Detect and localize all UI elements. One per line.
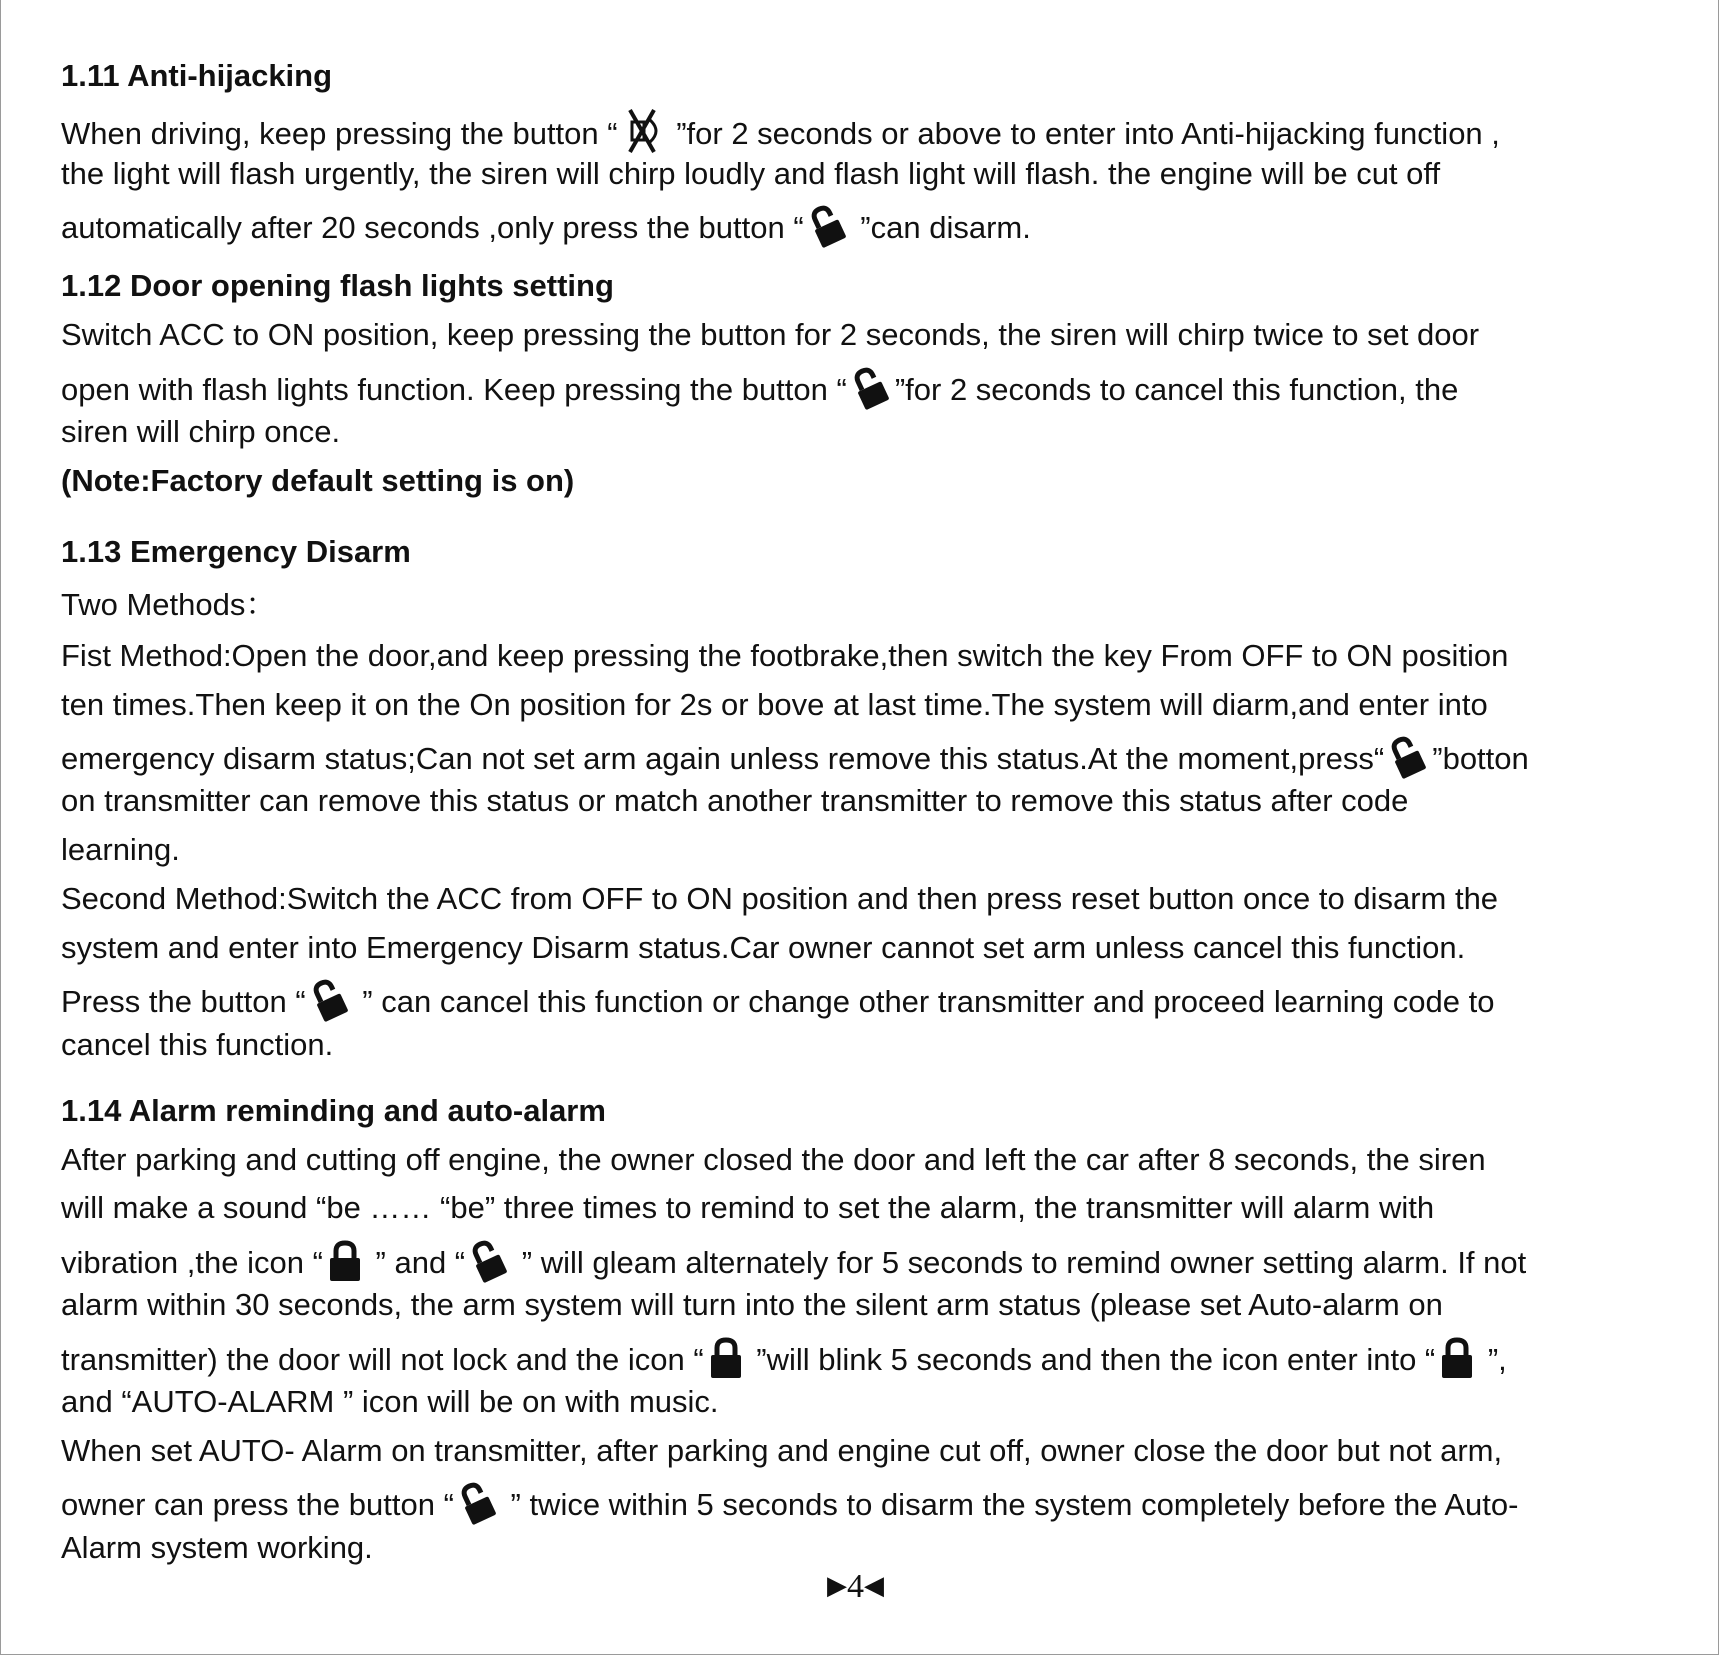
text-line: learning. bbox=[61, 832, 180, 867]
page-number: ▶4◀ bbox=[827, 1568, 884, 1605]
text-line: open with flash lights function. Keep pressing the button “ ”for 2 seconds to cancel this function, the bbox=[61, 366, 1458, 410]
text-line: ten times.Then keep it on the On position for 2s or bove at last time.The system will diarm,and enter into bbox=[61, 687, 1488, 722]
text-line: Fist Method:Open the door,and keep pressing the footbrake,then switch the key From OFF to ON position bbox=[61, 638, 1509, 673]
text-line: system and enter into Emergency Disarm status.Car owner cannot set arm unless cancel this function. bbox=[61, 930, 1466, 965]
lock-icon bbox=[325, 1239, 365, 1283]
text-line: siren will chirp once. bbox=[61, 414, 341, 449]
text-line: After parking and cutting off engine, the owner closed the door and left the car after 8 seconds, the siren bbox=[61, 1142, 1486, 1177]
text-line: vibration ,the icon “ ” and “ ” will gleam alternately for 5 seconds to remind owner setting alarm. If not bbox=[61, 1239, 1526, 1283]
lock-icon bbox=[1437, 1336, 1477, 1380]
unlock-icon bbox=[1386, 735, 1430, 779]
section-heading-door-flash: 1.12 Door opening flash lights setting bbox=[61, 268, 614, 303]
text-line: owner can press the button “ ” twice within 5 seconds to disarm the system completely before the Auto- bbox=[61, 1481, 1518, 1525]
text-line: automatically after 20 seconds ,only press the button “ ”can disarm. bbox=[61, 204, 1031, 248]
lock-icon bbox=[706, 1336, 746, 1380]
text-line: Switch ACC to ON position, keep pressing the button for 2 seconds, the siren will chirp twice to set door bbox=[61, 317, 1480, 352]
triangle-left-icon: ◀ bbox=[864, 1571, 884, 1600]
triangle-right-icon: ▶ bbox=[827, 1571, 847, 1600]
unlock-icon bbox=[467, 1239, 511, 1283]
unlock-icon bbox=[806, 204, 850, 248]
siren-mute-icon bbox=[620, 108, 666, 154]
text-line: Alarm system working. bbox=[61, 1530, 373, 1565]
text-line: When set AUTO- Alarm on transmitter, after parking and engine cut off, owner close the door but not arm, bbox=[61, 1433, 1503, 1468]
text-line: on transmitter can remove this status or match another transmitter to remove this status after code bbox=[61, 783, 1409, 818]
text-line: emergency disarm status;Can not set arm again unless remove this status.At the moment,press“ ”botton bbox=[61, 735, 1529, 779]
text-line: cancel this function. bbox=[61, 1027, 334, 1062]
factory-default-note: (Note:Factory default setting is on) bbox=[61, 463, 575, 498]
text-line: Two Methods： bbox=[61, 587, 277, 622]
text-line: Second Method:Switch the ACC from OFF to ON position and then press reset button once to disarm the bbox=[61, 881, 1499, 916]
text-line: alarm within 30 seconds, the arm system will turn into the silent arm status (please set Auto-alarm on bbox=[61, 1287, 1443, 1322]
section-heading-anti-hijacking: 1.11 Anti-hijacking bbox=[61, 58, 333, 93]
text-line: transmitter) the door will not lock and the icon “ ”will blink 5 seconds and then the icon enter into “ ”, bbox=[61, 1336, 1507, 1380]
text-line: the light will flash urgently, the siren will chirp loudly and flash light will flash. the engine will be cut off bbox=[61, 156, 1441, 191]
unlock-icon bbox=[456, 1481, 500, 1525]
section-heading-alarm-reminding: 1.14 Alarm reminding and auto-alarm bbox=[61, 1093, 606, 1128]
text-line: When driving, keep pressing the button “ ”for 2 seconds or above to enter into Anti-hijacking function , bbox=[61, 108, 1500, 154]
unlock-icon bbox=[849, 366, 893, 410]
text-line: Press the button “ ” can cancel this function or change other transmitter and proceed learning code to bbox=[61, 978, 1494, 1022]
text-line: will make a sound “be …… “be” three times to remind to set the alarm, the transmitter will alarm with bbox=[61, 1190, 1435, 1225]
unlock-icon bbox=[308, 978, 352, 1022]
section-heading-emergency-disarm: 1.13 Emergency Disarm bbox=[61, 534, 411, 569]
text-line: and “AUTO-ALARM ” icon will be on with music. bbox=[61, 1384, 719, 1419]
